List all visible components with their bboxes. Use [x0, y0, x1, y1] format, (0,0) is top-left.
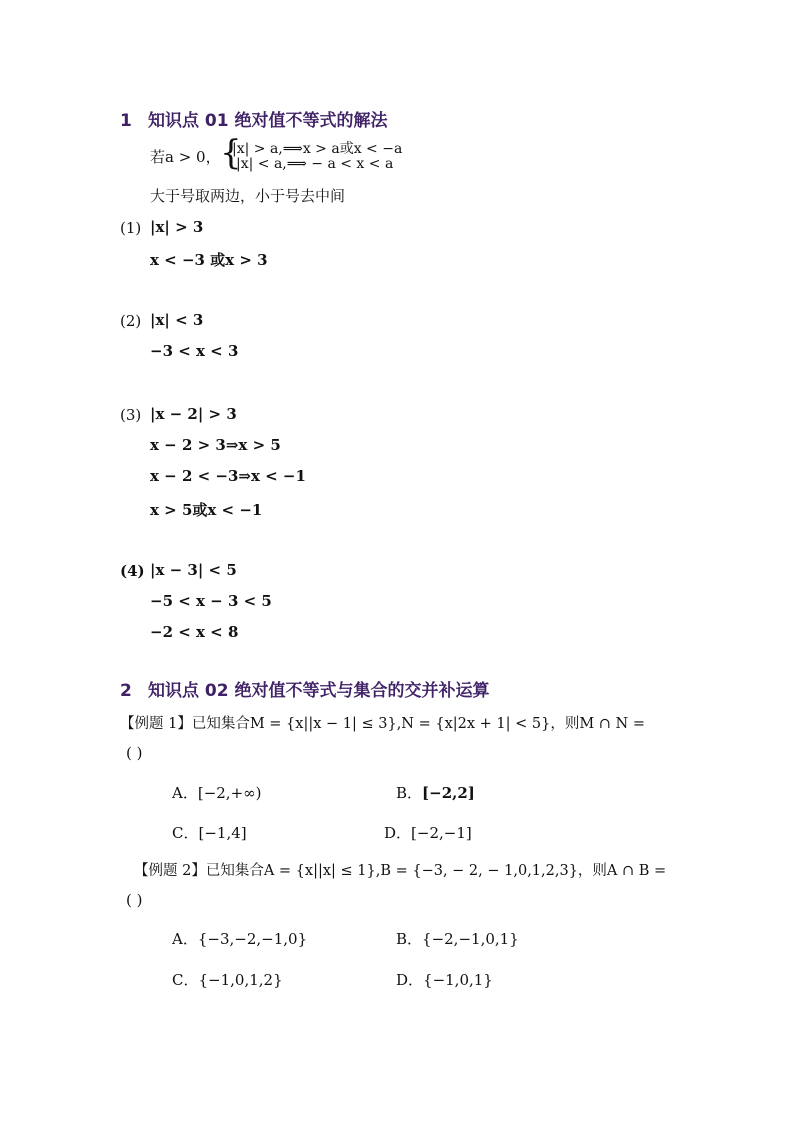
example-label: (3)	[120, 406, 142, 424]
example-step: x > 5或x < −1	[150, 501, 263, 519]
example-step: −5 < x − 3 < 5	[150, 592, 272, 610]
left-brace: {	[220, 133, 242, 173]
option-label: A．	[172, 784, 198, 802]
example-step: x − 2 < −3⇒x < −1	[150, 467, 306, 485]
section-number: 1	[120, 111, 132, 131]
option-label: D．	[396, 971, 424, 989]
condition-text: 若a > 0，	[150, 148, 221, 166]
option-label: B．	[396, 930, 423, 948]
question-1-paren: ( )	[126, 744, 143, 762]
option-value: [−2,+∞)	[197, 784, 262, 802]
option-label: A．	[172, 930, 198, 948]
example-step: −2 < x < 8	[150, 623, 239, 641]
option-value: [−1,4]	[198, 824, 247, 842]
example-step: x − 2 > 3⇒x > 5	[150, 436, 281, 454]
example-problem: |x − 3| < 5	[150, 561, 237, 579]
q1-option-d	[384, 822, 472, 843]
rule-case-2: |x| < a,⟹ − a < x < a	[236, 156, 394, 172]
example-label: (1)	[120, 219, 142, 237]
q2-option-c	[172, 969, 283, 990]
mnemonic-text: 大于号取两边，小于号去中间	[150, 187, 346, 205]
option-value: [−2,2]	[422, 784, 475, 802]
question-2-stem: 【例题 2】已知集合A = {x||x| ≤ 1},B = {−3, − 2, − 1,0,1,2,3}，则A ∩ B =	[134, 863, 667, 879]
option-label: B．	[396, 784, 423, 802]
q1-option-b	[396, 782, 475, 803]
option-label: C．	[172, 824, 199, 842]
q2-option-b	[396, 928, 519, 949]
q2-option-d	[396, 969, 493, 990]
option-value: {−2,−1,0,1}	[422, 930, 519, 948]
q2-option-a	[172, 928, 307, 949]
option-label: D．	[384, 824, 412, 842]
example-problem: |x − 2| > 3	[150, 405, 237, 423]
section-1-heading	[120, 106, 388, 131]
example-label: (2)	[120, 312, 142, 330]
example-step: −3 < x < 3	[150, 342, 239, 360]
example-problem: |x| > 3	[150, 218, 204, 236]
example-problem: |x| < 3	[150, 311, 204, 329]
option-value: [−2,−1]	[411, 824, 472, 842]
q1-option-a	[172, 782, 262, 803]
rule-case-1: |x| > a,⟹x > a或x < −a	[232, 141, 403, 157]
section-title: 知识点 01 绝对值不等式的解法	[148, 111, 388, 131]
q1-option-c	[172, 822, 247, 843]
option-value: {−1,0,1}	[423, 971, 493, 989]
question-2-paren: ( )	[126, 891, 143, 909]
section-title: 知识点 02 绝对值不等式与集合的交并补运算	[148, 681, 490, 701]
option-value: {−3,−2,−1,0}	[197, 930, 308, 948]
section-2-heading	[120, 676, 490, 701]
option-label: C．	[172, 971, 199, 989]
example-step: x < −3 或x > 3	[150, 251, 268, 269]
section-number: 2	[120, 681, 132, 701]
question-1-stem: 【例题 1】已知集合M = {x||x − 1| ≤ 3},N = {x|2x + 1| < 5}，则M ∩ N =	[120, 716, 646, 732]
option-value: {−1,0,1,2}	[198, 971, 283, 989]
example-label: (4)	[120, 562, 145, 580]
